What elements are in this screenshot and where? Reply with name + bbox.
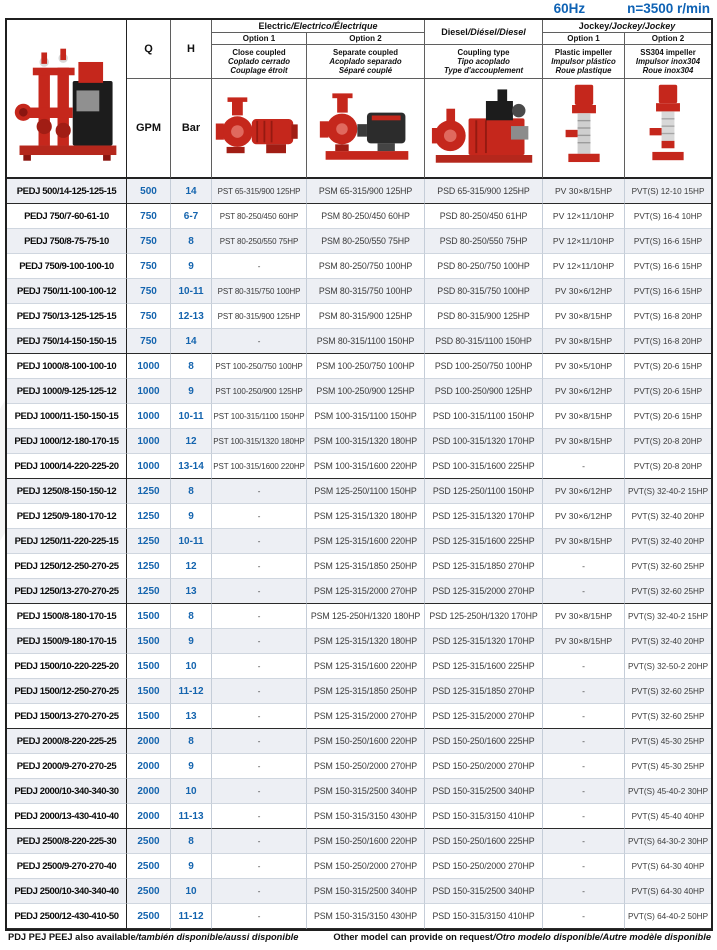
psm-cell: PSM 150-250/2000 270HP xyxy=(307,754,425,779)
pv-cell: PV 30×8/15HP xyxy=(543,629,625,654)
h-cell: 8 xyxy=(171,604,212,629)
electric-option2-header: Option 2 xyxy=(307,33,425,45)
pv-cell: - xyxy=(543,679,625,704)
pst-cell: - xyxy=(212,904,307,929)
pvt-cell: PVT(S) 32-40-2 15HP xyxy=(625,479,711,504)
h-cell: 8 xyxy=(171,354,212,379)
pv-cell: PV 30×8/15HP xyxy=(543,179,625,204)
pvt-cell: PVT(S) 16-8 20HP xyxy=(625,304,711,329)
psm-cell: PSM 150-250/1600 220HP xyxy=(307,829,425,854)
psd-cell: PSD 125-315/1600 225HP xyxy=(425,654,543,679)
model-cell: PEDJ 1500/13-270-270-25 xyxy=(7,704,127,729)
psm-cell: PSM 80-315/900 125HP xyxy=(307,304,425,329)
pst-cell: - xyxy=(212,704,307,729)
pvt-cell: PVT(S) 64-30 40HP xyxy=(625,879,711,904)
psm-cell: PSM 80-250/750 100HP xyxy=(307,254,425,279)
psm-cell: PSM 125-315/2000 270HP xyxy=(307,704,425,729)
pv-cell: - xyxy=(543,454,625,479)
pv-cell: PV 30×8/15HP xyxy=(543,604,625,629)
model-cell: PEDJ 750/9-100-100-10 xyxy=(7,254,127,279)
pv-cell: PV 30×5/10HP xyxy=(543,354,625,379)
separate-coupled-description: Separate coupled Acoplado separado Séparé couplé xyxy=(307,45,425,79)
pvt-cell: PVT(S) 16-4 10HP xyxy=(625,204,711,229)
pvt-cell: PVT(S) 16-6 15HP xyxy=(625,229,711,254)
psd-cell: PSD 80-315/750 100HP xyxy=(425,279,543,304)
pvt-cell: PVT(S) 20-6 15HP xyxy=(625,404,711,429)
pst-cell: PST 80-250/450 60HP xyxy=(212,204,307,229)
head-unit-label: Bar xyxy=(171,79,212,179)
model-cell: PEDJ 2500/8-220-225-30 xyxy=(7,829,127,854)
pvt-cell: PVT(S) 16-6 15HP xyxy=(625,279,711,304)
pst-cell: PST 100-315/1600 220HP xyxy=(212,454,307,479)
psd-cell: PSD 100-250/900 125HP xyxy=(425,379,543,404)
q-cell: 2500 xyxy=(127,854,171,879)
q-cell: 1000 xyxy=(127,454,171,479)
h-cell: 14 xyxy=(171,179,212,204)
h-cell: 10 xyxy=(171,779,212,804)
pump-selection-table xyxy=(5,18,713,931)
psd-cell: PSD 125-250H/1320 170HP xyxy=(425,604,543,629)
h-cell: 8 xyxy=(171,479,212,504)
model-cell: PEDJ 1500/10-220-225-20 xyxy=(7,654,127,679)
pst-cell: - xyxy=(212,829,307,854)
q-cell: 2000 xyxy=(127,754,171,779)
psd-cell: PSD 100-315/1320 170HP xyxy=(425,429,543,454)
h-cell: 13 xyxy=(171,579,212,604)
pv-cell: - xyxy=(543,879,625,904)
psm-cell: PSM 150-315/2500 340HP xyxy=(307,779,425,804)
model-cell: PEDJ 1000/9-125-125-12 xyxy=(7,379,127,404)
q-cell: 2500 xyxy=(127,879,171,904)
model-cell: PEDJ 1000/12-180-170-15 xyxy=(7,429,127,454)
pvt-cell: PVT(S) 45-40 40HP xyxy=(625,804,711,829)
model-cell: PEDJ 750/11-100-100-12 xyxy=(7,279,127,304)
pst-cell: PST 65-315/900 125HP xyxy=(212,179,307,204)
model-cell: PEDJ 2500/10-340-340-40 xyxy=(7,879,127,904)
model-cell: PEDJ 750/8-75-75-10 xyxy=(7,229,127,254)
pv-cell: PV 12×11/10HP xyxy=(543,229,625,254)
pst-cell: - xyxy=(212,254,307,279)
electric-option1-header: Option 1 xyxy=(212,33,307,45)
psm-cell: PSM 150-315/3150 430HP xyxy=(307,804,425,829)
footer-right-note: Other model can provide on request/Otro modelo disponible/Autre modèle disponible xyxy=(333,932,711,942)
h-cell: 8 xyxy=(171,829,212,854)
pst-cell: - xyxy=(212,329,307,354)
pv-cell: PV 12×11/10HP xyxy=(543,254,625,279)
model-cell: PEDJ 1250/11-220-225-15 xyxy=(7,529,127,554)
psd-cell: PSD 125-315/1850 270HP xyxy=(425,679,543,704)
pst-cell: PST 100-250/900 125HP xyxy=(212,379,307,404)
q-cell: 1000 xyxy=(127,354,171,379)
diesel-engine-pump-icon xyxy=(430,82,538,174)
psd-cell: PSD 125-315/1850 270HP xyxy=(425,554,543,579)
psm-cell: PSM 100-250/900 125HP xyxy=(307,379,425,404)
pv-cell: PV 12×11/10HP xyxy=(543,204,625,229)
psd-cell: PSD 125-315/2000 270HP xyxy=(425,579,543,604)
psm-cell: PSM 100-315/1100 150HP xyxy=(307,404,425,429)
pv-cell: - xyxy=(543,579,625,604)
pst-cell: - xyxy=(212,729,307,754)
footer-notes xyxy=(8,932,711,942)
head-column-header: H xyxy=(171,20,212,79)
speed-label: n=3500 r/min xyxy=(627,1,710,16)
psm-cell: PSM 80-250/550 75HP xyxy=(307,229,425,254)
pvt-cell: PVT(S) 16-6 15HP xyxy=(625,254,711,279)
psm-cell: PSM 125-315/1600 220HP xyxy=(307,529,425,554)
psm-cell: PSM 125-250/1100 150HP xyxy=(307,479,425,504)
pvt-cell: PVT(S) 12-10 15HP xyxy=(625,179,711,204)
separate-coupled-pump-icon xyxy=(316,82,416,174)
diesel-engine-pump-photo xyxy=(425,79,543,179)
packaged-fire-pump-set-photo xyxy=(7,20,127,179)
vertical-jockey-pump-ss304-photo xyxy=(625,79,711,179)
pst-cell: - xyxy=(212,804,307,829)
h-cell: 9 xyxy=(171,629,212,654)
pv-cell: PV 30×6/12HP xyxy=(543,279,625,304)
psm-cell: PSM 150-315/3150 430HP xyxy=(307,904,425,929)
pvt-cell: PVT(S) 45-30 25HP xyxy=(625,729,711,754)
model-cell: PEDJ 1250/8-150-150-12 xyxy=(7,479,127,504)
psm-cell: PSM 125-315/1600 220HP xyxy=(307,654,425,679)
h-cell: 9 xyxy=(171,504,212,529)
flow-column-header: Q xyxy=(127,20,171,79)
packaged-fire-pump-set-icon xyxy=(10,24,124,174)
close-coupled-description: Close coupled Coplado cerrado Couplage étroit xyxy=(212,45,307,79)
plastic-impeller-description: Plastic impeller Impulsor plástico Roue plastique xyxy=(543,45,625,79)
flow-unit-label: GPM xyxy=(127,79,171,179)
pvt-cell: PVT(S) 64-30-2 30HP xyxy=(625,829,711,854)
model-cell: PEDJ 750/7-60-61-10 xyxy=(7,204,127,229)
pvt-cell: PVT(S) 32-40-2 15HP xyxy=(625,604,711,629)
model-cell: PEDJ 1500/12-250-270-25 xyxy=(7,679,127,704)
pst-cell: - xyxy=(212,854,307,879)
psd-cell: PSD 150-250/2000 270HP xyxy=(425,854,543,879)
electric-group-header: Electric /Electrico/Électrique xyxy=(212,20,425,33)
pst-cell: PST 100-315/1320 180HP xyxy=(212,429,307,454)
close-coupled-pump-photo xyxy=(212,79,307,179)
pst-cell: - xyxy=(212,879,307,904)
pv-cell: PV 30×6/12HP xyxy=(543,479,625,504)
psd-cell: PSD 100-250/750 100HP xyxy=(425,354,543,379)
pst-cell: - xyxy=(212,504,307,529)
pvt-cell: PVT(S) 20-6 15HP xyxy=(625,379,711,404)
vertical-jockey-pump-plastic-photo xyxy=(543,79,625,179)
pst-cell: PST 80-250/550 75HP xyxy=(212,229,307,254)
q-cell: 750 xyxy=(127,304,171,329)
pst-cell: - xyxy=(212,554,307,579)
pvt-cell: PVT(S) 32-40 20HP xyxy=(625,629,711,654)
pst-cell: PST 80-315/750 100HP xyxy=(212,279,307,304)
q-cell: 1250 xyxy=(127,554,171,579)
q-cell: 1500 xyxy=(127,629,171,654)
pvt-cell: PVT(S) 45-30 25HP xyxy=(625,754,711,779)
model-cell: PEDJ 1250/9-180-170-12 xyxy=(7,504,127,529)
pvt-cell: PVT(S) 32-60 25HP xyxy=(625,554,711,579)
q-cell: 500 xyxy=(127,179,171,204)
h-cell: 6-7 xyxy=(171,204,212,229)
psd-cell: PSD 125-315/2000 270HP xyxy=(425,704,543,729)
psm-cell: PSM 125-315/1850 250HP xyxy=(307,554,425,579)
model-cell: PEDJ 2000/10-340-340-30 xyxy=(7,779,127,804)
model-cell: PEDJ 2000/9-270-270-25 xyxy=(7,754,127,779)
psm-cell: PSM 150-250/1600 220HP xyxy=(307,729,425,754)
psm-cell: PSM 100-250/750 100HP xyxy=(307,354,425,379)
psm-cell: PSM 100-315/1600 220HP xyxy=(307,454,425,479)
h-cell: 8 xyxy=(171,729,212,754)
q-cell: 1250 xyxy=(127,529,171,554)
psd-cell: PSD 150-250/1600 225HP xyxy=(425,729,543,754)
h-cell: 13 xyxy=(171,704,212,729)
pv-cell: PV 30×8/15HP xyxy=(543,404,625,429)
model-cell: PEDJ 750/14-150-150-15 xyxy=(7,329,127,354)
h-cell: 11-12 xyxy=(171,904,212,929)
q-cell: 1500 xyxy=(127,654,171,679)
psd-cell: PSD 150-250/1600 225HP xyxy=(425,829,543,854)
q-cell: 1250 xyxy=(127,579,171,604)
jockey-group-header: Jockey /Jockey/Jockey xyxy=(543,20,711,33)
pst-cell: - xyxy=(212,579,307,604)
pv-cell: - xyxy=(543,729,625,754)
pv-cell: - xyxy=(543,654,625,679)
pv-cell: - xyxy=(543,754,625,779)
psm-cell: PSM 80-250/450 60HP xyxy=(307,204,425,229)
model-cell: PEDJ 750/13-125-125-15 xyxy=(7,304,127,329)
q-cell: 1500 xyxy=(127,604,171,629)
psd-cell: PSD 80-250/450 61HP xyxy=(425,204,543,229)
pst-cell: PST 100-315/1100 150HP xyxy=(212,404,307,429)
h-cell: 12 xyxy=(171,429,212,454)
pvt-cell: PVT(S) 32-50-2 20HP xyxy=(625,654,711,679)
psm-cell: PSM 125-315/2000 270HP xyxy=(307,579,425,604)
ss304-impeller-description: SS304 impeller Impulsor inox304 Roue inox304 xyxy=(625,45,711,79)
pvt-cell: PVT(S) 32-40 20HP xyxy=(625,529,711,554)
h-cell: 12 xyxy=(171,554,212,579)
q-cell: 1250 xyxy=(127,479,171,504)
h-cell: 9 xyxy=(171,854,212,879)
pst-cell: - xyxy=(212,479,307,504)
pvt-cell: PVT(S) 16-8 20HP xyxy=(625,329,711,354)
coupling-type-description: Coupling type Tipo acoplado Type d'accouplement xyxy=(425,45,543,79)
psm-cell: PSM 65-315/900 125HP xyxy=(307,179,425,204)
pvt-cell: PVT(S) 32-40 20HP xyxy=(625,504,711,529)
h-cell: 10-11 xyxy=(171,279,212,304)
psm-cell: PSM 80-315/750 100HP xyxy=(307,279,425,304)
h-cell: 10-11 xyxy=(171,404,212,429)
pst-cell: PST 100-250/750 100HP xyxy=(212,354,307,379)
psd-cell: PSD 80-315/900 125HP xyxy=(425,304,543,329)
q-cell: 750 xyxy=(127,279,171,304)
h-cell: 10-11 xyxy=(171,529,212,554)
pvt-cell: PVT(S) 45-40-2 30HP xyxy=(625,779,711,804)
h-cell: 10 xyxy=(171,879,212,904)
psm-cell: PSM 80-315/1100 150HP xyxy=(307,329,425,354)
psm-cell: PSM 125-315/1850 250HP xyxy=(307,679,425,704)
pvt-cell: PVT(S) 64-30 40HP xyxy=(625,854,711,879)
pvt-cell: PVT(S) 32-60 25HP xyxy=(625,679,711,704)
model-cell: PEDJ 1000/11-150-150-15 xyxy=(7,404,127,429)
pvt-cell: PVT(S) 20-6 15HP xyxy=(625,354,711,379)
pst-cell: - xyxy=(212,779,307,804)
model-cell: PEDJ 2000/13-430-410-40 xyxy=(7,804,127,829)
h-cell: 10 xyxy=(171,654,212,679)
psm-cell: PSM 100-315/1320 180HP xyxy=(307,429,425,454)
psd-cell: PSD 150-315/3150 410HP xyxy=(425,804,543,829)
h-cell: 11-13 xyxy=(171,804,212,829)
psd-cell: PSD 80-315/1100 150HP xyxy=(425,329,543,354)
q-cell: 2000 xyxy=(127,729,171,754)
pvt-cell: PVT(S) 32-60 25HP xyxy=(625,579,711,604)
psd-cell: PSD 125-315/1320 170HP xyxy=(425,504,543,529)
h-cell: 9 xyxy=(171,254,212,279)
q-cell: 2500 xyxy=(127,829,171,854)
pv-cell: - xyxy=(543,804,625,829)
q-cell: 2000 xyxy=(127,804,171,829)
model-cell: PEDJ 2500/12-430-410-50 xyxy=(7,904,127,929)
q-cell: 2500 xyxy=(127,904,171,929)
vertical-jockey-pump-ss304-icon xyxy=(645,81,691,175)
model-cell: PEDJ 1000/14-220-225-20 xyxy=(7,454,127,479)
pv-cell: - xyxy=(543,554,625,579)
q-cell: 750 xyxy=(127,229,171,254)
model-cell: PEDJ 1250/13-270-270-25 xyxy=(7,579,127,604)
psd-cell: PSD 80-250/750 100HP xyxy=(425,254,543,279)
pst-cell: - xyxy=(212,529,307,554)
pv-cell: - xyxy=(543,854,625,879)
pvt-cell: PVT(S) 32-60 25HP xyxy=(625,704,711,729)
psd-cell: PSD 125-315/1320 170HP xyxy=(425,629,543,654)
pv-cell: PV 30×8/15HP xyxy=(543,529,625,554)
psd-cell: PSD 150-315/2500 340HP xyxy=(425,779,543,804)
h-cell: 13-14 xyxy=(171,454,212,479)
psd-cell: PSD 150-250/2000 270HP xyxy=(425,754,543,779)
pv-cell: - xyxy=(543,904,625,929)
separate-coupled-pump-photo xyxy=(307,79,425,179)
model-cell: PEDJ 1500/9-180-170-15 xyxy=(7,629,127,654)
pst-cell: - xyxy=(212,679,307,704)
pv-cell: PV 30×8/15HP xyxy=(543,304,625,329)
model-cell: PEDJ 1500/8-180-170-15 xyxy=(7,604,127,629)
h-cell: 8 xyxy=(171,229,212,254)
vertical-jockey-pump-plastic-icon xyxy=(561,81,607,175)
pv-cell: PV 30×6/12HP xyxy=(543,379,625,404)
model-cell: PEDJ 2500/9-270-270-40 xyxy=(7,854,127,879)
q-cell: 1000 xyxy=(127,379,171,404)
pst-cell: PST 80-315/900 125HP xyxy=(212,304,307,329)
q-cell: 750 xyxy=(127,204,171,229)
psd-cell: PSD 100-315/1100 150HP xyxy=(425,404,543,429)
pst-cell: - xyxy=(212,629,307,654)
close-coupled-pump-icon xyxy=(214,82,304,174)
h-cell: 11-12 xyxy=(171,679,212,704)
q-cell: 1000 xyxy=(127,429,171,454)
pvt-cell: PVT(S) 64-40-2 50HP xyxy=(625,904,711,929)
q-cell: 1000 xyxy=(127,404,171,429)
jockey-option2-header: Option 2 xyxy=(625,33,711,45)
frequency-speed-header xyxy=(554,1,710,16)
h-cell: 14 xyxy=(171,329,212,354)
footer-left-note: PDJ PEJ PEEJ also available/también disponible/aussi disponible xyxy=(8,932,299,942)
pst-cell: - xyxy=(212,604,307,629)
q-cell: 1500 xyxy=(127,704,171,729)
pv-cell: PV 30×8/15HP xyxy=(543,429,625,454)
psd-cell: PSD 100-315/1600 225HP xyxy=(425,454,543,479)
psm-cell: PSM 150-315/2500 340HP xyxy=(307,879,425,904)
q-cell: 750 xyxy=(127,329,171,354)
q-cell: 1500 xyxy=(127,679,171,704)
frequency-label: 60Hz xyxy=(553,1,586,16)
pvt-cell: PVT(S) 20-8 20HP xyxy=(625,454,711,479)
jockey-option1-header: Option 1 xyxy=(543,33,625,45)
h-cell: 9 xyxy=(171,379,212,404)
model-cell: PEDJ 1250/12-250-270-25 xyxy=(7,554,127,579)
q-cell: 1250 xyxy=(127,504,171,529)
q-cell: 750 xyxy=(127,254,171,279)
psd-cell: PSD 80-250/550 75HP xyxy=(425,229,543,254)
q-cell: 2000 xyxy=(127,779,171,804)
pst-cell: - xyxy=(212,754,307,779)
pv-cell: - xyxy=(543,704,625,729)
psd-cell: PSD 125-315/1600 225HP xyxy=(425,529,543,554)
psm-cell: PSM 125-315/1320 180HP xyxy=(307,504,425,529)
pv-cell: PV 30×6/12HP xyxy=(543,504,625,529)
model-cell: PEDJ 500/14-125-125-15 xyxy=(7,179,127,204)
h-cell: 12-13 xyxy=(171,304,212,329)
diesel-group-header: Diesel /Diésel/Diesel xyxy=(425,20,543,45)
psd-cell: PSD 150-315/3150 410HP xyxy=(425,904,543,929)
h-cell: 9 xyxy=(171,754,212,779)
model-cell: PEDJ 1000/8-100-100-10 xyxy=(7,354,127,379)
psd-cell: PSD 65-315/900 125HP xyxy=(425,179,543,204)
pv-cell: PV 30×8/15HP xyxy=(543,329,625,354)
pv-cell: - xyxy=(543,829,625,854)
psm-cell: PSM 125-250H/1320 180HP xyxy=(307,604,425,629)
psm-cell: PSM 125-315/1320 180HP xyxy=(307,629,425,654)
psd-cell: PSD 150-315/2500 340HP xyxy=(425,879,543,904)
psm-cell: PSM 150-250/2000 270HP xyxy=(307,854,425,879)
pv-cell: - xyxy=(543,779,625,804)
psd-cell: PSD 125-250/1100 150HP xyxy=(425,479,543,504)
pvt-cell: PVT(S) 20-8 20HP xyxy=(625,429,711,454)
pst-cell: - xyxy=(212,654,307,679)
model-cell: PEDJ 2000/8-220-225-25 xyxy=(7,729,127,754)
